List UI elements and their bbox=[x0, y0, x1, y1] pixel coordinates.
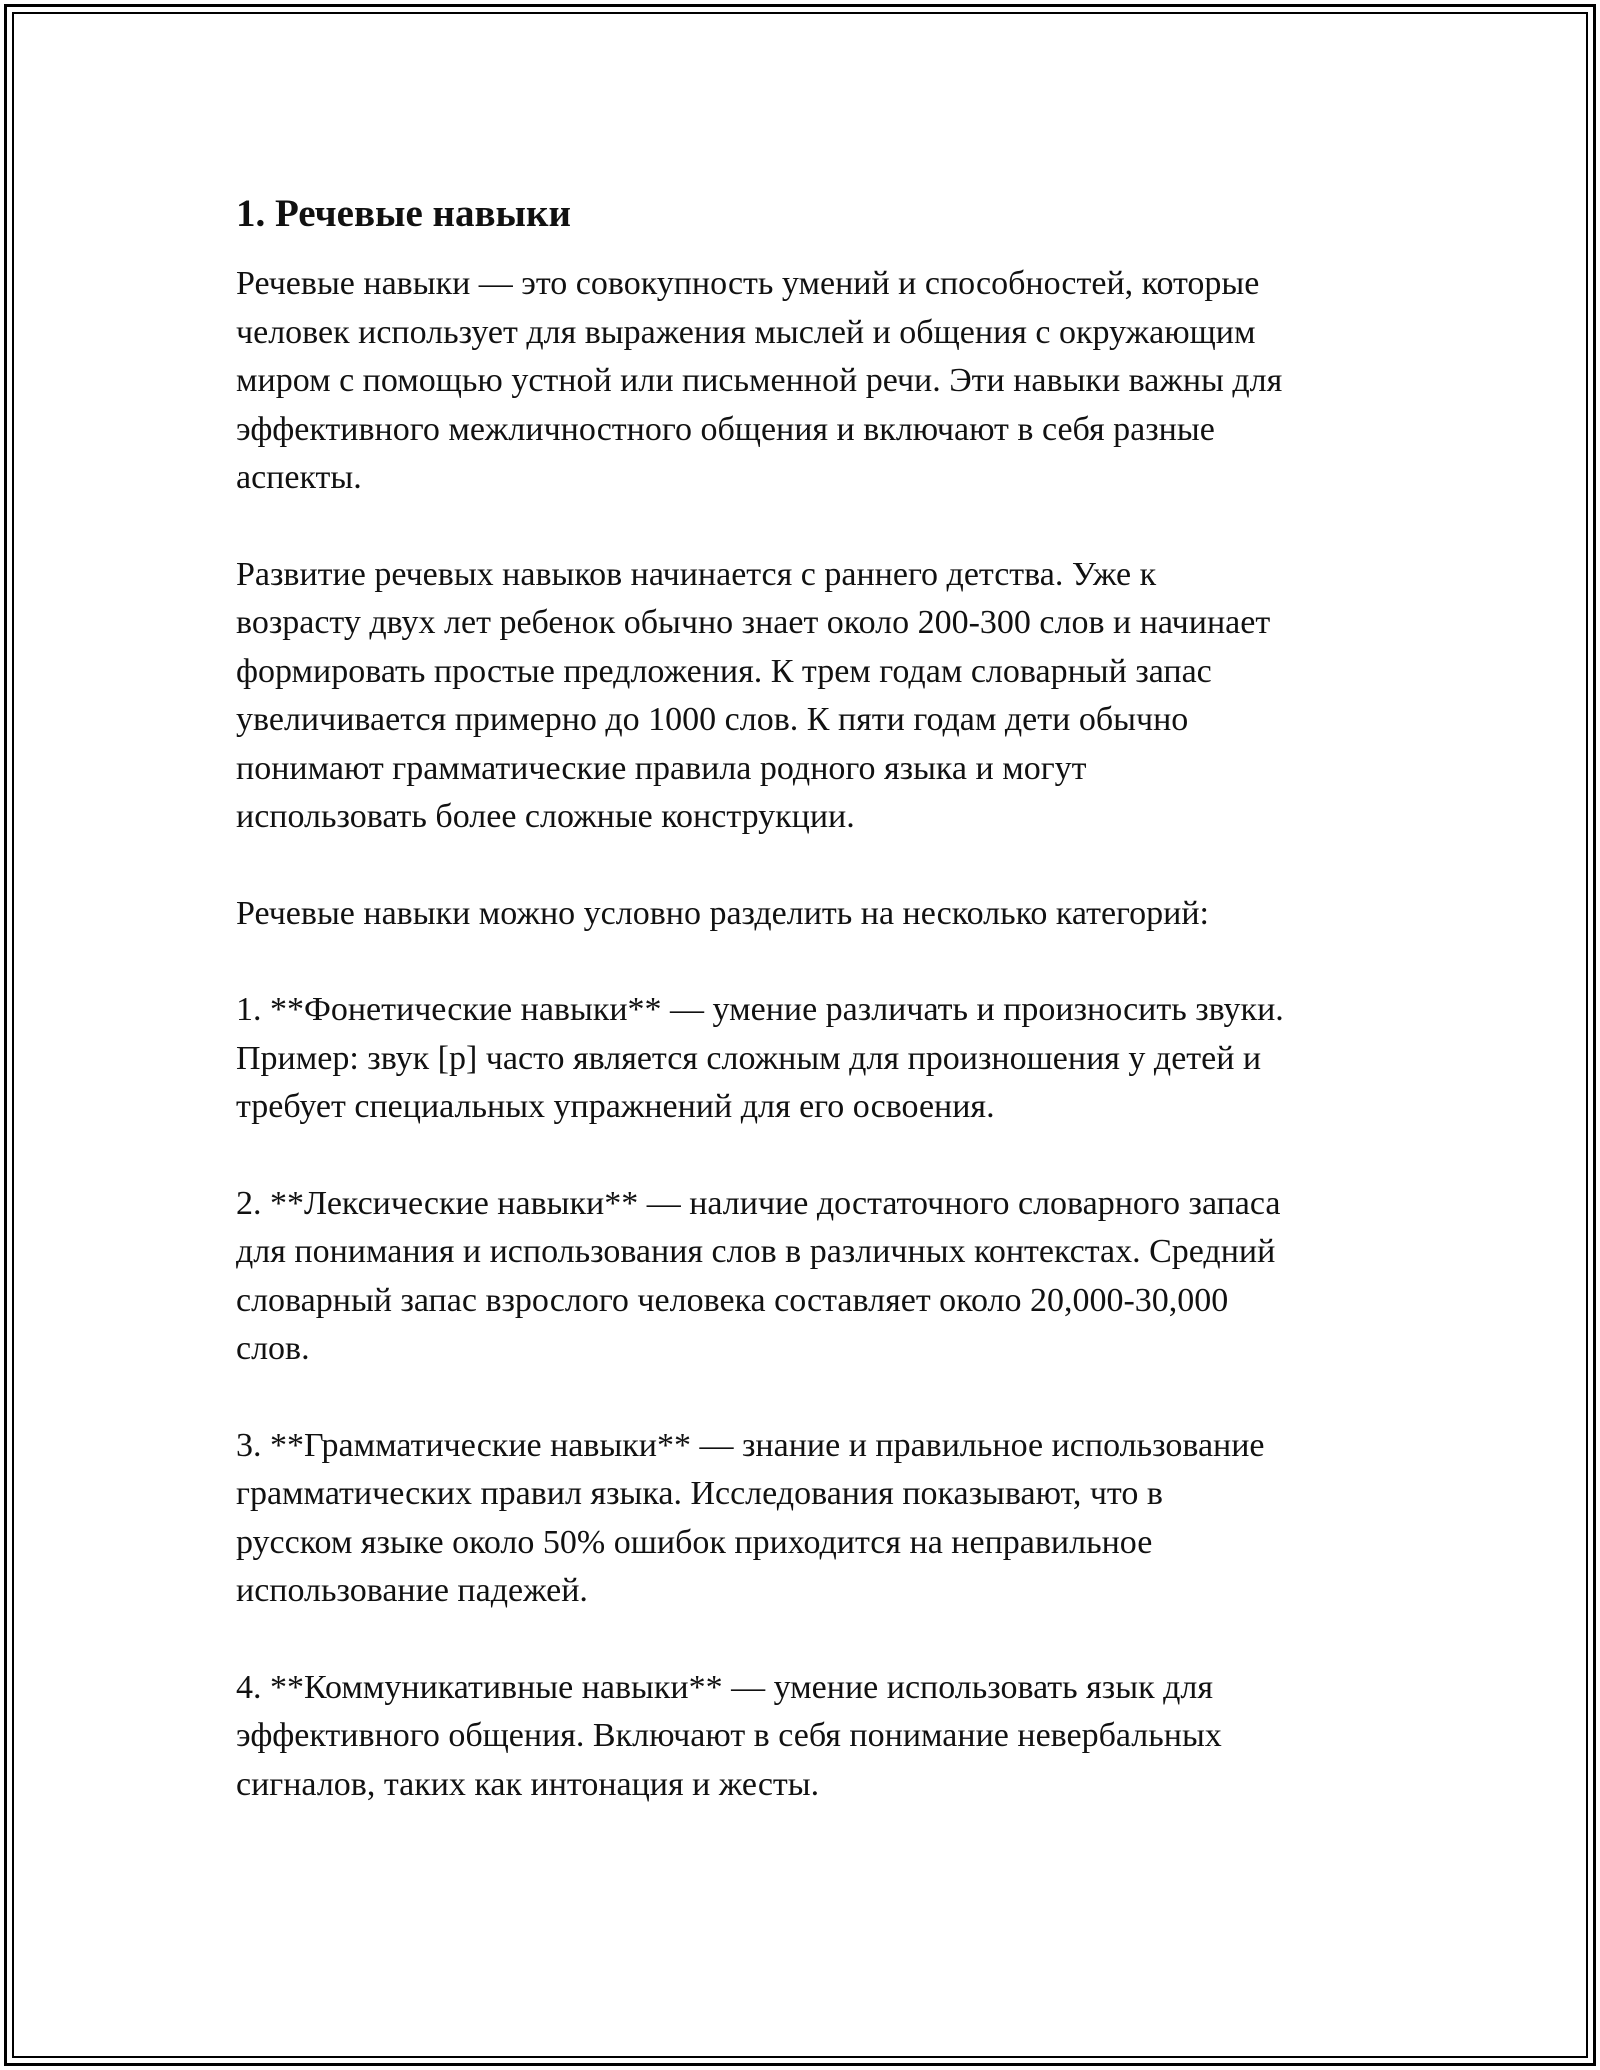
section-heading: 1. Речевые навыки bbox=[236, 192, 571, 235]
paragraph-categories-intro: Речевые навыки можно условно разделить на несколько категорий: bbox=[236, 894, 1209, 932]
list-item-communicative: 4. **Коммуникативные навыки** — умение использовать язык для эффективного общения. Включают в себя понимание невербальных сигналов, таких как интонация и жесты. bbox=[236, 1668, 1222, 1803]
document-body bbox=[236, 186, 1376, 1857]
list-item-grammatical: 3. **Грамматические навыки** — знание и правильное использование грамматических правил языка. Исследования показывают, что в русском языке около 50% ошибок приходится на неправильное использование падежей. bbox=[236, 1426, 1265, 1609]
list-item-lexical: 2. **Лексические навыки** — наличие достаточного словарного запаса для понимания и использования слов в различных контекстах. Средний словарный запас взрослого человека составляет около 20,000-30,000 слов. bbox=[236, 1184, 1281, 1367]
paragraph-development: Развитие речевых навыков начинается с раннего детства. Уже к возрасту двух лет ребенок обычно знает около 200-300 слов и начинает формировать простые предложения. К трем годам словарный запас увеличивается примерно до 1000 слов. К пяти годам дети обычно понимают грамматические правила родного языка и могут использовать более сложные конструкции. bbox=[236, 555, 1271, 835]
list-item-phonetic: 1. **Фонетические навыки** — умение различать и произносить звуки. Пример: звук [р] часто является сложным для произношения у детей и требует специальных упражнений для его освоения. bbox=[236, 991, 1284, 1125]
paragraph-definition: Речевые навыки — это совокупность умений и способностей, которые человек использует для выражения мыслей и общения с окружающим миром с помощью устной или письменной речи. Эти навыки важны для эффективного межличностного общения и включают в себя разные аспекты. bbox=[236, 265, 1283, 496]
